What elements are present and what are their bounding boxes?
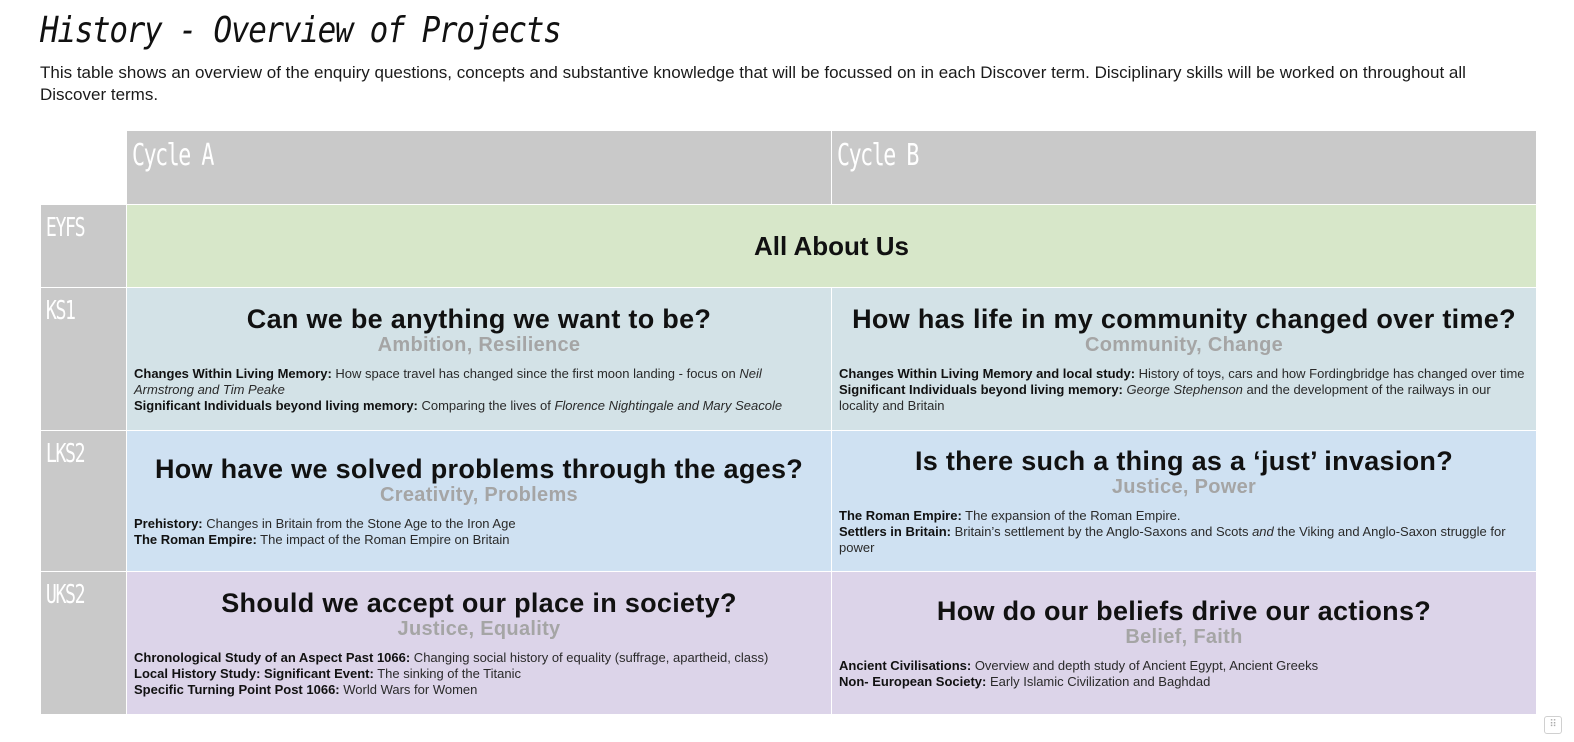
knowledge-line [839,674,1529,690]
knowledge-line [839,366,1529,382]
year-label-cell [41,288,127,431]
resize-handle-icon[interactable]: ⠿ [1544,716,1562,734]
uks2-cycle-a [127,572,832,715]
page-title: History - Overview of Projects [40,10,561,51]
knowledge-text: Comparing the lives of [417,397,555,413]
knowledge-italic: and [1252,523,1274,539]
eyfs-label: EYFS [45,213,85,243]
uks2-label: UKS2 [45,580,85,610]
ks1-label: KS1 [45,296,75,326]
knowledge-line [134,650,824,666]
year-label-cell [41,205,127,288]
knowledge-text: Changes in Britain from the Stone Age to the Iron Age [202,515,516,531]
cycle-a-header [127,131,832,205]
lks2-row [41,431,1537,572]
knowledge-text: The expansion of the Roman Empire. [961,507,1181,523]
uks2-cycle-b [832,572,1537,715]
lks2-cycle-b [832,431,1537,572]
concepts: Justice, Equality [397,617,561,640]
lks2-label: LKS2 [45,439,85,469]
knowledge-text: The sinking of the Titanic [373,665,521,681]
concepts: Creativity, Problems [380,483,578,506]
knowledge-line [134,666,824,682]
eyfs-row [41,205,1537,288]
concepts: Justice, Power [1111,475,1257,498]
enquiry-question: How have we solved problems through the ages? [154,453,804,484]
knowledge-label: The Roman Empire: [839,507,962,523]
knowledge-text: The impact of the Roman Empire on Britain [256,531,510,547]
knowledge-line [134,366,824,398]
knowledge-label: Non- European Society: [839,673,987,689]
knowledge-label: Local History Study: Significant Event: [134,665,374,681]
lks2-cycle-a [127,431,832,572]
knowledge-italic: Neil Armstrong and Tim Peake [134,365,762,397]
concepts: Community, Change [1084,333,1284,356]
knowledge-line [839,658,1529,674]
cycle-b-label: Cycle B [837,138,918,173]
year-label-cell [41,431,127,572]
knowledge-label: Ancient Civilisations: [839,657,972,673]
knowledge-text: World Wars for Women [339,681,478,697]
knowledge-line [134,532,824,548]
enquiry-question: Is there such a thing as a ‘just’ invasion? [914,445,1454,476]
knowledge-line [134,516,824,532]
knowledge-label: Changes Within Living Memory and local study: [839,365,1136,381]
knowledge-line [134,398,824,414]
enquiry-question: How has life in my community changed over time? [852,303,1516,334]
knowledge-line [839,382,1529,414]
cycle-a-label: Cycle A [132,138,213,173]
knowledge-italic: George Stephenson [1122,381,1243,397]
knowledge-label: Significant Individuals beyond living memory: [839,381,1123,397]
knowledge-text: History of toys, cars and how Fordingbridge has changed over time [1135,365,1525,381]
eyfs-project: All About Us [127,205,1537,288]
corner-cell [41,131,127,205]
knowledge-label: Settlers in Britain: [839,523,951,539]
knowledge-label: The Roman Empire: [134,531,257,547]
knowledge-text: and the development of the railways in our locality and Britain [839,381,1491,413]
ks1-cycle-b [832,288,1537,431]
ks1-row [41,288,1537,431]
enquiry-question: Can we be anything we want to be? [246,303,712,334]
knowledge-text: How space travel has changed since the first moon landing - focus on [331,365,740,381]
knowledge-text: the Viking and Anglo-Saxon struggle for power [839,523,1506,555]
year-label-cell [41,572,127,715]
uks2-row [41,572,1537,715]
cycle-b-header [832,131,1537,205]
concepts: Ambition, Resilience [377,333,581,356]
knowledge-text: Early Islamic Civilization and Baghdad [986,673,1211,689]
knowledge-italic: Florence Nightingale and Mary Seacole [554,397,783,413]
knowledge-text: Changing social history of equality (suffrage, apartheid, class) [410,649,769,665]
knowledge-label: Prehistory: [134,515,203,531]
intro-text: This table shows an overview of the enquiry questions, concepts and substantive knowledge that will be focussed on in each Discover term. Disciplinary skills will be worked on throughout all Discover terms. [40,63,1466,104]
enquiry-question: How do our beliefs drive our actions? [936,595,1432,626]
knowledge-line [839,524,1529,556]
ks1-cycle-a [127,288,832,431]
concepts: Belief, Faith [1125,625,1243,648]
knowledge-line [839,508,1529,524]
knowledge-line [134,682,824,698]
knowledge-label: Changes Within Living Memory: [134,365,332,381]
knowledge-label: Significant Individuals beyond living memory: [134,397,418,413]
enquiry-question: Should we accept our place in society? [221,587,737,618]
knowledge-text: Overview and depth study of Ancient Egypt, Ancient Greeks [971,657,1319,673]
overview-table [40,130,1537,715]
header-row [41,131,1537,205]
knowledge-label: Chronological Study of an Aspect Past 1066: [134,649,411,665]
knowledge-text: Britain’s settlement by the Anglo-Saxons and Scots [950,523,1253,539]
knowledge-label: Specific Turning Point Post 1066: [134,681,340,697]
